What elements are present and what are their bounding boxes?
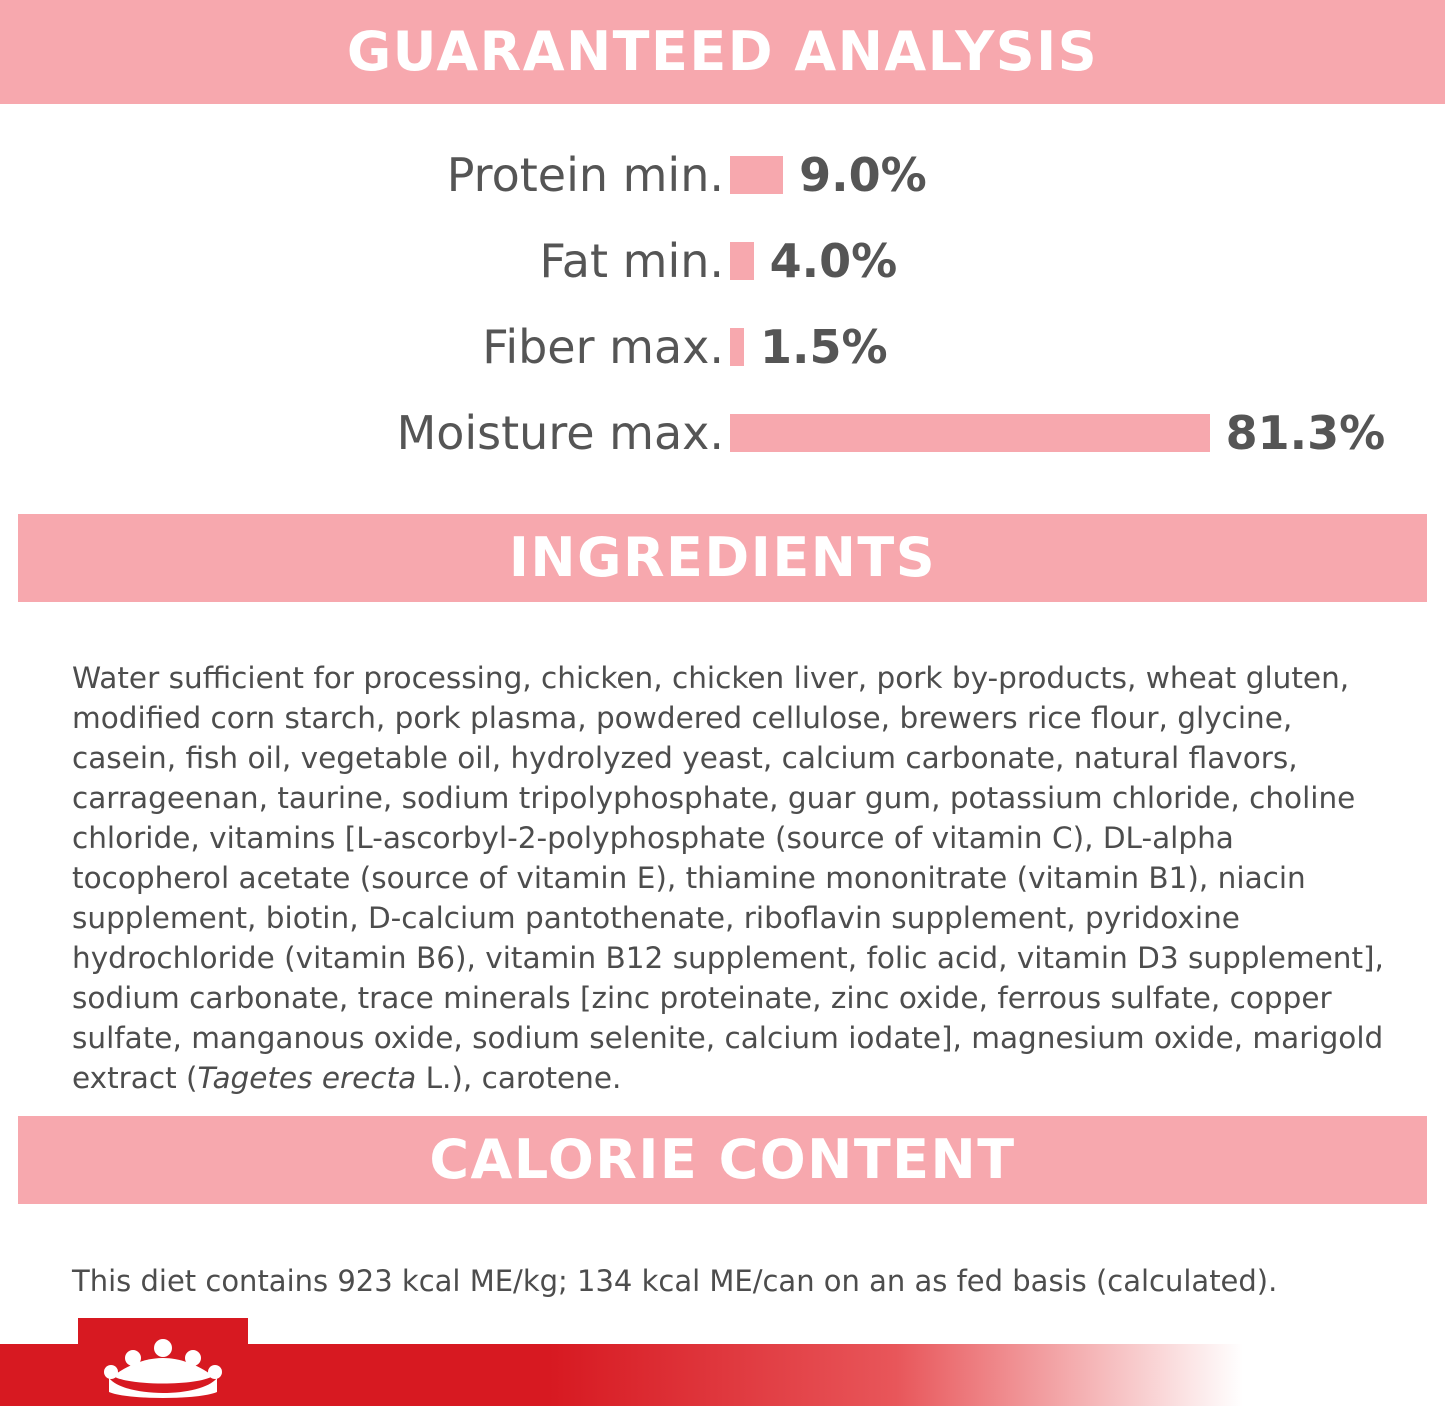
ingredients-text-part-2: L.), carotene. — [416, 1060, 622, 1095]
analysis-value: 4.0% — [769, 234, 898, 288]
analysis-label: Moisture max. — [396, 406, 724, 460]
crown-icon — [103, 1338, 223, 1400]
ingredients-latin-name: Tagetes erecta — [197, 1060, 417, 1095]
analysis-row — [0, 218, 1445, 304]
analysis-bar-wrap — [730, 304, 744, 390]
analysis-row — [0, 132, 1445, 218]
analysis-row — [0, 304, 1445, 390]
royal-canin-logo — [78, 1318, 248, 1406]
ingredients-text-part-1: Water sufficient for processing, chicken, chicken liver, pork by-products, wheat gluten, modified corn starch, pork plasma, powdered cellulose, brewers rice flour, glycine, casein, fish oil, vegetable oil, hydrolyzed yeast, calcium carbonate, natural flavors, carrageenan, taurine, sodium tripolyphosphate, guar gum, potassium chloride, choline chloride, vitamins [L-ascorbyl-2-polyphosphate (source of vitamin C), DL-alpha tocopherol acetate (source of vitamin E), thiamine mononitrate (vitamin B1), niacin supplement, biotin, D-calcium pantothenate, riboflavin supplement, pyridoxine hydrochloride (vitamin B6), vitamin B12 supplement, folic acid, vitamin D3 supplement], sodium carbonate, trace minerals [zinc proteinate, zinc oxide, ferrous sulfate, copper sulfate, manganous oxide, sodium selenite, calcium iodate], magnesium oxide, marigold extract ( — [72, 660, 1384, 1095]
analysis-bar — [730, 328, 744, 366]
analysis-bar — [730, 414, 1210, 452]
analysis-bar — [730, 242, 754, 280]
analysis-bar-wrap — [730, 132, 783, 218]
analysis-bar-wrap — [730, 390, 1210, 476]
guaranteed-analysis-chart — [0, 132, 1445, 476]
analysis-value: 1.5% — [760, 320, 888, 374]
section-header-ingredients: INGREDIENTS — [18, 514, 1427, 602]
analysis-label: Protein min. — [446, 148, 724, 202]
analysis-label: Fat min. — [539, 234, 724, 288]
calorie-content-paragraph: This diet contains 923 kcal ME/kg; 134 kcal ME/can on an as fed basis (calculated). — [72, 1264, 1278, 1298]
analysis-bar-wrap — [730, 218, 754, 304]
analysis-value: 81.3% — [1225, 406, 1386, 460]
analysis-bar — [730, 156, 783, 194]
analysis-label: Fiber max. — [482, 320, 724, 374]
analysis-row — [0, 390, 1445, 476]
analysis-value: 9.0% — [799, 148, 927, 202]
section-header-guaranteed-analysis: GUARANTEED ANALYSIS — [0, 0, 1445, 104]
section-header-calorie-content: CALORIE CONTENT — [18, 1116, 1427, 1204]
ingredients-paragraph — [72, 658, 1392, 1098]
